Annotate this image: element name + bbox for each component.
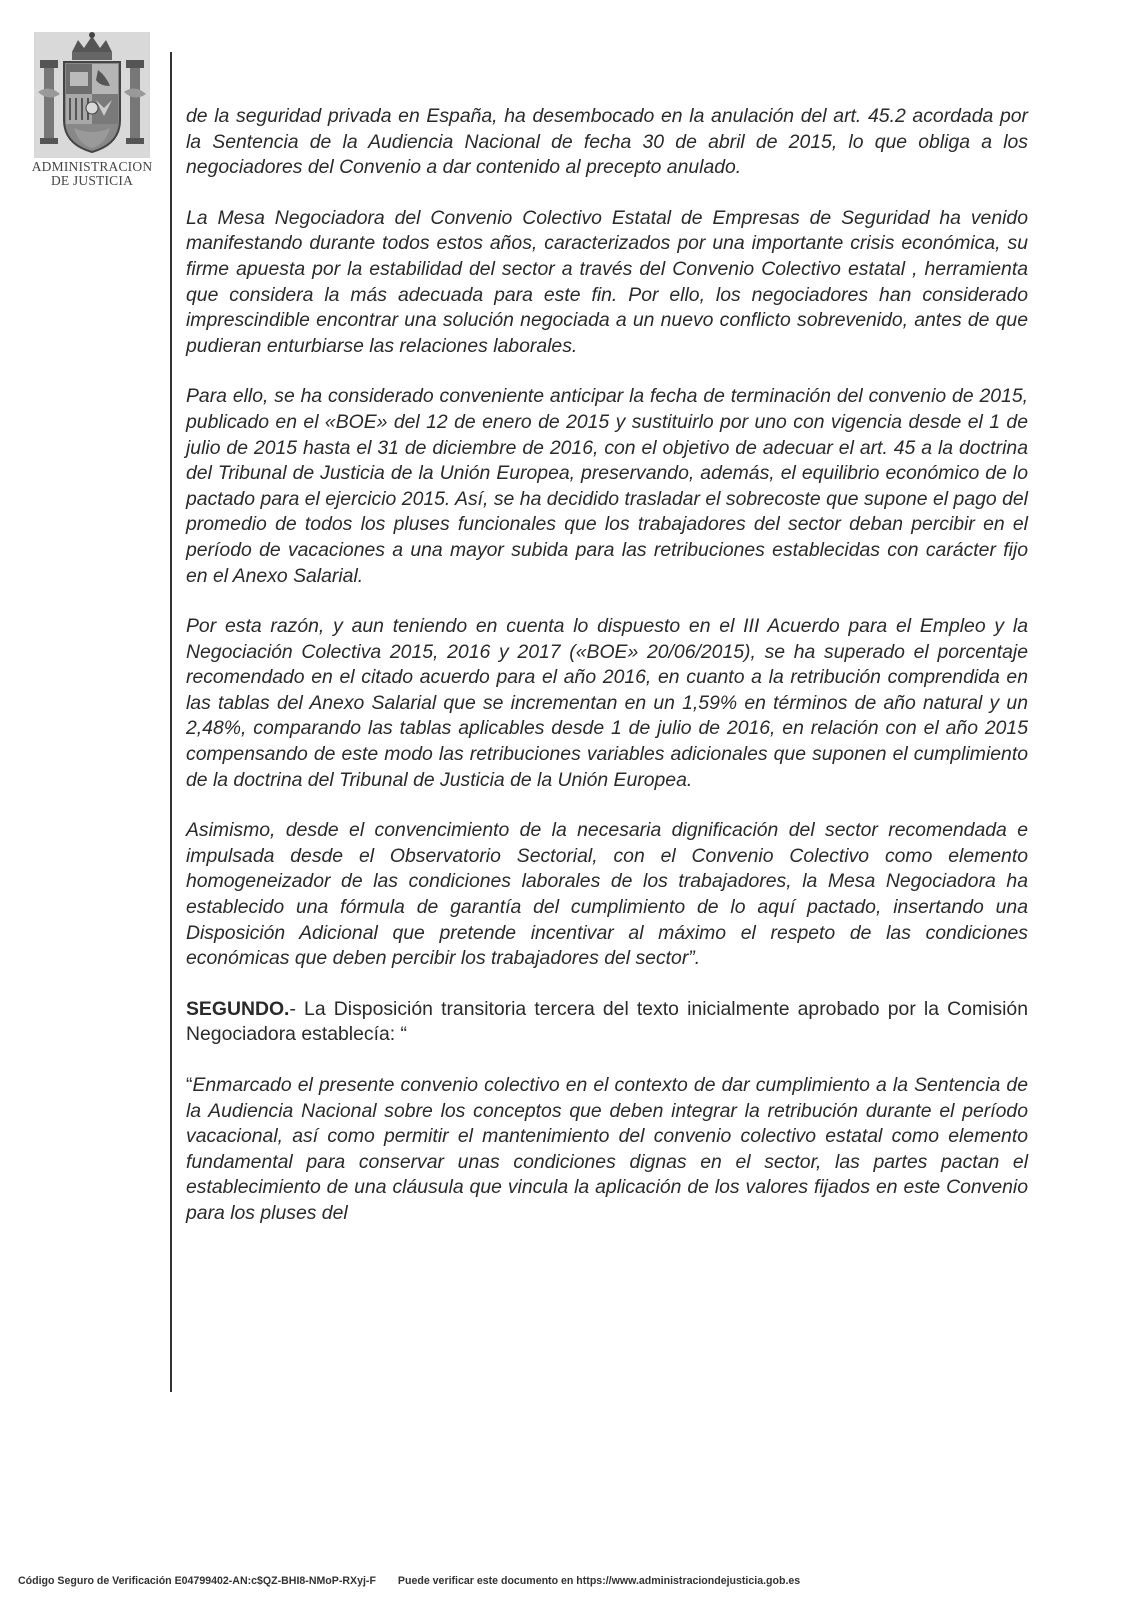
crest-label-line1: ADMINISTRACION bbox=[31, 159, 153, 174]
paragraph-quote bbox=[186, 1073, 1028, 1227]
verification-url-text: Puede verificar este documento en https://www.administraciondejusticia.gob.es bbox=[397, 1575, 801, 1587]
verification-code: Código Seguro de Verificación E04799402-AN:c$QZ-BHI8-NMoP-RXyj-F bbox=[18, 1575, 376, 1587]
document-body bbox=[186, 104, 1028, 1252]
section-heading: SEGUNDO. bbox=[186, 997, 290, 1020]
crest-label bbox=[30, 160, 154, 188]
open-quote: “ bbox=[186, 1074, 193, 1096]
paragraph-5: Asimismo, desde el convencimiento de la necesaria dignificación del sector recomendada e impulsada desde el Observatorio Sectorial, con el Convenio Colectivo como elemento homogeneizador de las condiciones laborales de los trabajadores, la Mesa Negociadora ha establecido una fórmula de garantía del cumplimiento de lo aquí pactado, insertando una Disposición Adicional que pretende incentivar al máximo el respeto de las condiciones económicas que deben percibir los trabajadores del sector”. bbox=[186, 819, 1028, 970]
paragraph-2: La Mesa Negociadora del Convenio Colectivo Estatal de Empresas de Seguridad ha venido manifestando durante todos estos años, caracterizados por una importante crisis económica, su firme apuesta por la estabilidad del sector a través del Convenio Colectivo estatal , herramienta que considera la más adecuada para este fin. Por ello, los negociadores han considerado imprescindible encontrar una solución negociada a un nuevo conflicto sobrevenido, antes de que pudieran enturbiarse las relaciones laborales. bbox=[186, 206, 1028, 357]
crest-label-line2: DE JUSTICIA bbox=[50, 173, 134, 188]
coat-of-arms-icon bbox=[34, 32, 150, 158]
section-text: - La Disposición transitoria tercera del texto inicialmente aprobado por la Comisión Negociadora establecía: “ bbox=[186, 997, 1028, 1046]
verification-footer bbox=[18, 1575, 822, 1587]
quoted-text: Enmarcado el presente convenio colectivo en el contexto de dar cumplimiento a la Sentencia de la Audiencia Nacional sobre los conceptos que deben integrar la retribución durante el período vacacional, así como permitir el mantenimiento del convenio colectivo estatal como elemento fundamental para conservar unas condiciones dignas en el sector, las partes pactan el establecimiento de una cláusula que vincula la aplicación de los valores fijados en este Convenio para los pluses del bbox=[186, 1074, 1028, 1224]
paragraph-3: Para ello, se ha considerado conveniente anticipar la fecha de terminación del convenio de 2015, publicado en el «BOE» del 12 de enero de 2015 y sustituirlo por uno con vigencia desde el 1 de julio de 2015 hasta el 31 de diciembre de 2016, con el objetivo de adecuar el art. 45 a la doctrina del Tribunal de Justicia de la Unión Europea, preservando, además, el equilibrio económico de lo pactado para el ejercicio 2015. Así, se ha decidido trasladar el sobrecoste que supone el pago del promedio de todos los pluses funcionales que los trabajadores del sector deban percibir en el período de vacaciones a una mayor subida para las retribuciones establecidas con carácter fijo en el Anexo Salarial. bbox=[186, 385, 1028, 587]
paragraph-1: de la seguridad privada en España, ha desembocado en la anulación del art. 45.2 acordada por la Sentencia de la Audiencia Nacional de fecha 30 de abril de 2015, lo que obliga a los negociadores del Convenio a dar contenido al precepto anulado. bbox=[186, 105, 1028, 179]
margin-rule bbox=[170, 52, 172, 1392]
paragraph-segundo bbox=[186, 997, 1028, 1048]
crest-logo bbox=[30, 32, 154, 194]
paragraph-4: Por esta razón, y aun teniendo en cuenta lo dispuesto en el III Acuerdo para el Empleo y la Negociación Colectiva 2015, 2016 y 2017 («BOE» 20/06/2015), se ha superado el porcentaje recomendado en el citado acuerdo para el año 2016, en cuanto a la retribución comprendida en las tablas del Anexo Salarial que se incrementan en un 1,59% en términos de año natural y un 2,48%, comparando las tablas aplicables desde 1 de julio de 2016, en relación con el año 2015 compensando de este modo las retribuciones variables adicionales que suponen el cumplimiento de la doctrina del Tribunal de Justicia de la Unión Europea. bbox=[186, 615, 1028, 791]
